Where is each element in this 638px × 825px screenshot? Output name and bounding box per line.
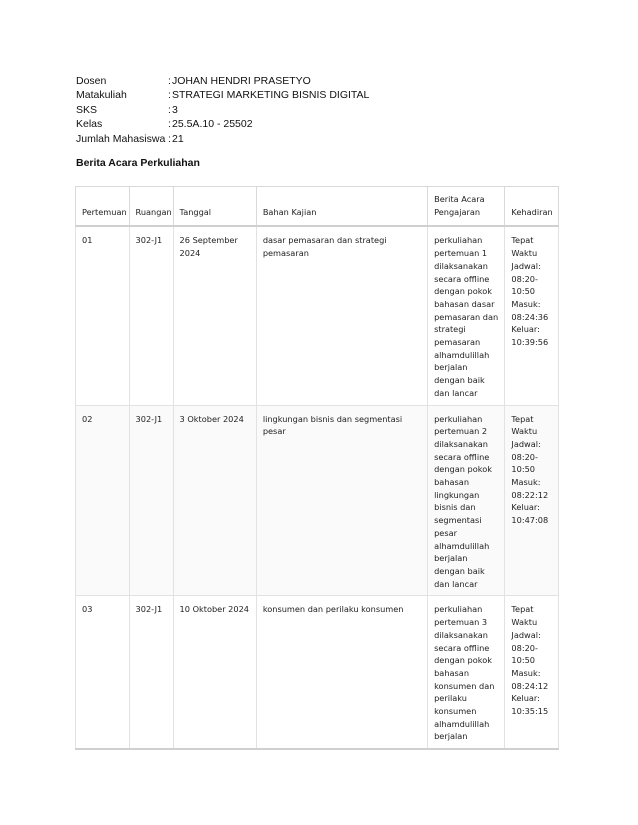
cell-bahan-kajian: lingkungan bisnis dan segmentasi pesar — [256, 405, 427, 596]
kehadiran-status: Tepat Waktu — [511, 235, 538, 259]
kehadiran-keluar: Keluar: 10:39:56 — [511, 324, 549, 348]
header-bahan-kajian: Bahan Kajian — [256, 187, 427, 227]
cell-berita-acara: perkuliahan pertemuan 3 dilaksanakan secara offline dengan pokok bahasan konsumen dan perilaku konsumen alhamdulillah berjalan — [428, 596, 505, 749]
header-ruangan: Ruangan — [129, 187, 173, 227]
sks-label: SKS — [76, 103, 98, 116]
cell-bahan-kajian: dasar pemasaran dan strategi pemasaran — [256, 226, 427, 405]
table-header-row — [76, 187, 559, 227]
cell-berita-acara: perkuliahan pertemuan 1 dilaksanakan secara offline dengan pokok bahasan dasar pemasaran dan strategi pemasaran alhamdulillah berjalan dengan baik dan lancar — [428, 226, 505, 405]
separator: : — [168, 75, 171, 87]
cell-pertemuan: 01 — [76, 226, 130, 405]
jumlah-label: Jumlah Mahasiswa — [76, 132, 166, 145]
matakuliah-label: Matakuliah — [76, 89, 127, 102]
cell-tanggal: 10 Oktober 2024 — [173, 596, 256, 749]
kehadiran-keluar: Keluar: 10:35:15 — [511, 693, 549, 717]
kehadiran-status: Tepat Waktu — [511, 413, 538, 437]
kelas-value: 25.5A.10 - 25502 — [172, 118, 253, 131]
cell-kehadiran — [505, 596, 559, 749]
matakuliah-value: STRATEGI MARKETING BISNIS DIGITAL — [172, 89, 370, 102]
dosen-label: Dosen — [76, 75, 107, 87]
kehadiran-masuk: Masuk: 08:24:36 — [511, 298, 549, 322]
cell-pertemuan: 02 — [76, 405, 130, 596]
cell-pertemuan: 03 — [76, 596, 130, 749]
info-row-kelas — [76, 117, 369, 131]
header-kehadiran: Kehadiran — [505, 187, 559, 227]
info-row-jumlah — [76, 132, 369, 146]
separator: : — [168, 89, 171, 102]
kehadiran-jadwal: Jadwal: 08:20-10:50 — [511, 260, 541, 297]
table-row — [76, 226, 559, 405]
table-row — [76, 596, 559, 749]
header-tanggal: Tanggal — [173, 187, 256, 227]
info-row-dosen — [76, 74, 369, 88]
section-title: Berita Acara Perkuliahan — [76, 157, 200, 169]
jumlah-value: 21 — [172, 132, 184, 145]
course-info — [76, 74, 369, 146]
cell-berita-acara: perkuliahan pertemuan 2 dilaksanakan secara offline dengan pokok bahasan lingkungan bisnis dan segmentasi pesar alhamdulillah berjalan dengan baik dan lancar — [428, 405, 505, 596]
kehadiran-masuk: Masuk: 08:22:12 — [511, 477, 549, 500]
cell-tanggal: 26 September 2024 — [173, 226, 256, 405]
header-berita-acara: Berita Acara Pengajaran — [428, 187, 505, 227]
table-row — [76, 405, 559, 596]
kehadiran-status: Tepat Waktu — [511, 604, 538, 628]
kehadiran-jadwal: Jadwal: 08:20-10:50 — [511, 438, 541, 475]
info-row-sks — [76, 103, 369, 117]
dosen-value: JOHAN HENDRI PRASETYO — [172, 75, 311, 87]
cell-ruangan: 302-J1 — [129, 405, 173, 596]
cell-kehadiran — [505, 405, 559, 596]
cell-ruangan: 302-J1 — [129, 226, 173, 405]
cell-bahan-kajian: konsumen dan perilaku konsumen — [256, 596, 427, 749]
kehadiran-masuk: Masuk: 08:24:12 — [511, 667, 549, 691]
kehadiran-jadwal: Jadwal: 08:20-10:50 — [511, 629, 541, 666]
header-pertemuan: Pertemuan — [76, 187, 130, 227]
kelas-label: Kelas — [76, 118, 103, 131]
berita-acara-table — [75, 186, 559, 750]
cell-ruangan: 302-J1 — [129, 596, 173, 749]
cell-kehadiran — [505, 226, 559, 405]
separator: : — [168, 103, 171, 116]
cell-tanggal: 3 Oktober 2024 — [173, 405, 256, 596]
sks-value: 3 — [172, 103, 178, 116]
separator: : — [168, 132, 171, 145]
separator: : — [168, 118, 171, 131]
kehadiran-keluar: Keluar: 10:47:08 — [511, 502, 549, 526]
info-row-matakuliah — [76, 88, 369, 102]
